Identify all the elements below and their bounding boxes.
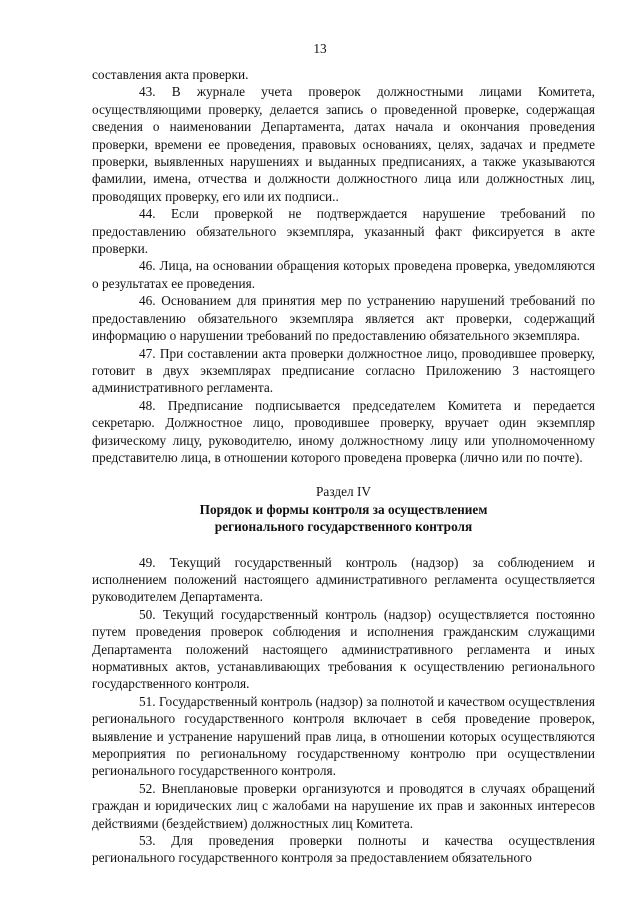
section-title <box>92 501 595 536</box>
paragraph-46a: 46. Лица, на основании обращения которых проведена проверка, уведомляются о результатах ее проведения. <box>92 258 595 291</box>
paragraph-50: 50. Текущий государственный контроль (надзор) осуществляется постоянно путем проведения проверок соблюдения и исполнения гражданским служащими Департамента положений настоящего административного регламента и иных нормативных актов, устанавливающих требования к осуществлению регионального государственного контроля. <box>92 606 595 692</box>
paragraph-49: 49. Текущий государственный контроль (надзор) за соблюдением и исполнением положений настоящего административного регламента осуществляется руководителем Департамента. <box>92 554 595 605</box>
paragraph-continuation: составления акта проверки. <box>92 67 249 82</box>
section-label: Раздел IV <box>316 484 371 500</box>
paragraph-52: 52. Внеплановые проверки организуются и проводятся в случаях обращений граждан и юридических лиц с жалобами на нарушение их прав и законных интересов действиями (бездействием) должностных лиц Комитета. <box>92 780 595 831</box>
paragraph-44: 44. Если проверкой не подтверждается нарушение требований по предоставлению обязательного экземпляра, указанный факт фиксируется в акте проверки. <box>92 206 595 257</box>
section-title-line-2: регионального государственного контроля <box>214 519 473 535</box>
paragraph-47: 47. При составлении акта проверки должностное лицо, проводившее проверку, готовит в двух экземплярах предписание согласно Приложению 3 настоящего административного регламента. <box>92 345 595 396</box>
document-body <box>92 66 595 867</box>
paragraph-46b: 46. Основанием для принятия мер по устранению нарушений требований по предоставлению обязательного экземпляра является акт проверки, содержащий информацию о нарушении требований по предоставлению обязательного экземпляра. <box>92 293 595 344</box>
paragraph-43: 43. В журнале учета проверок должностными лицами Комитета, осуществляющими проверку, делается запись о проведенной проверке, содержащая сведения о наименовании Департамента, датах начала и окончания проведения проверки, времени ее проведения, правовых основаниях, целях, задачах и предмете проверки, выявленных нарушениях и выданных предписаниях, а также указываются фамилии, имена, отчества и должности должностного лица или должностных лиц, проводящих проверку, его или их подписи.. <box>92 84 595 204</box>
paragraph-51: 51. Государственный контроль (надзор) за полнотой и качеством осуществления регионального государственного контроля включает в себя проведение проверок, выявление и устранение нарушений прав лица, в отношении которых осуществляются мероприятия по региональному государственному контролю при осуществлении регионального государственного контроля. <box>92 693 595 779</box>
paragraph-48: 48. Предписание подписывается председателем Комитета и передается секретарю. Должностное лицо, проводившее проверку, вручает один экземпляр физическому лицу, руководителю, иному должностному лицу или уполномоченному представителю лица, в отношении которого проведена проверка (лично или по почте). <box>92 397 595 465</box>
page-number: 13 <box>313 41 327 56</box>
paragraph-53: 53. Для проведения проверки полноты и качества осуществления регионального государственного контроля за предоставлением обязательного <box>92 833 595 866</box>
section-title-line-1: Порядок и формы контроля за осуществлением <box>199 501 488 517</box>
